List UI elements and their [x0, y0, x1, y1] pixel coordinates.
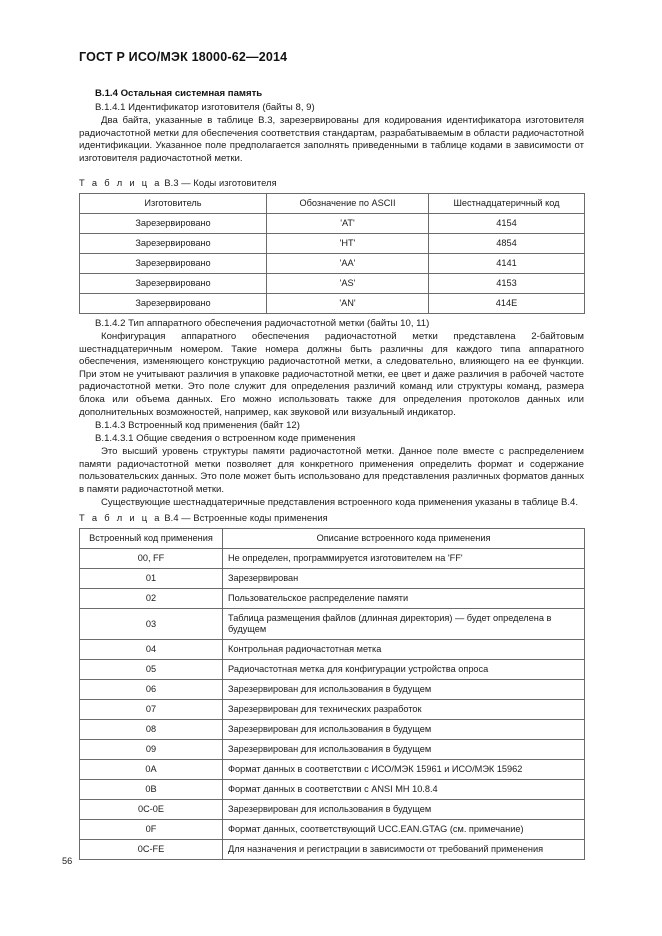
table-row	[80, 760, 585, 780]
table-b4-code-cell: 04	[80, 640, 223, 660]
table-b3	[79, 193, 585, 314]
table-b4-code-cell: 02	[80, 589, 223, 609]
table-b4-code-cell: 03	[80, 609, 223, 640]
table-b4-code-cell: 06	[80, 680, 223, 700]
table-b3-block	[79, 178, 584, 314]
table-header-row	[80, 529, 585, 549]
table-b4-code-cell: 0C-FE	[80, 840, 223, 860]
standard-header: ГОСТ Р ИСО/МЭК 18000-62—2014	[79, 50, 288, 64]
table-b4-block	[79, 513, 584, 860]
table-b3-header-cell: Обозначение по ASCII	[267, 194, 429, 214]
table-b3-cell: 'HT'	[267, 234, 429, 254]
heading-b1431: В.1.4.3.1 Общие сведения о встроенном коде применения	[95, 433, 356, 445]
section-b142-block	[79, 318, 584, 509]
table-b3-cell: 'AA'	[267, 254, 429, 274]
table-b4-code-cell: 05	[80, 660, 223, 680]
page-number: 56	[62, 856, 73, 866]
table-b4-desc-cell: Контрольная радиочастотная метка	[223, 640, 585, 660]
table-row	[80, 274, 585, 294]
paragraph-b1431: Это высший уровень структуры памяти радиочастотной метки. Данное поле вместе с распределением памяти радиочастотной метки позволяет для конкретного применения определить формат и содержание пользовательских данных. Это поле может быть использовано для представления различных форматов данных в памяти радиочастотной метки.	[79, 446, 584, 495]
table-row	[80, 780, 585, 800]
table-row	[80, 589, 585, 609]
table-b4-desc-cell: Пользовательское распределение памяти	[223, 589, 585, 609]
table-b3-cell: 'AN'	[267, 294, 429, 314]
table-b4-code-cell: 09	[80, 740, 223, 760]
table-b3-cell: 'AT'	[267, 214, 429, 234]
table-b4-desc-cell: Формат данных в соответствии с ANSI MH 10.8.4	[223, 780, 585, 800]
table-row	[80, 680, 585, 700]
table-row	[80, 254, 585, 274]
table-b4-desc-cell: Зарезервирован для использования в будущем	[223, 720, 585, 740]
paragraph-b142: Конфигурация аппаратного обеспечения радиочастотной метки представлена 2-байтовым шестнадцатеричным номером. Такие номера должны быть различны для каждого типа аппаратного обеспечения, изменяющего конструкцию радиочастотной метки, а следовательно, влияющего на ее функции. При этом не учитывают различия в упаковке радиочастотной метки, ее цвет и даже различия в рабочей частоте радиочастотной метки. Это поле служит для определения различий команд или структуры команд, размера блока или объема данных. Его можно использовать также для определения протоколов данных или дополнительных возможностей, например, как звуковой или визуальный индикатор.	[79, 331, 584, 418]
table-b4-desc-cell: Зарезервирован для использования в будущем	[223, 680, 585, 700]
table-b4-desc-cell: Формат данных, соответствующий UCC.EAN.GTAG (см. примечание)	[223, 820, 585, 840]
table-b3-caption-text: В.3 — Коды изготовителя	[164, 178, 277, 188]
table-b4-desc-cell: Для назначения и регистрации в зависимости от требований применения	[223, 840, 585, 860]
paragraph-b141: Два байта, указанные в таблице В.3, зарезервированы для кодирования идентификатора изготовителя радиочастотной метки для обеспечения соответствия стандартам, разрабатываемым в области радиочастотной идентификации. Указанное поле предполагается заполнять приведенными в таблице кодами в зависимости от изготовителя радиочастотной метки.	[79, 115, 584, 164]
table-b3-cell: 'AS'	[267, 274, 429, 294]
table-row	[80, 294, 585, 314]
table-b3-header-cell: Шестнадцатеричный код	[429, 194, 585, 214]
table-b4-desc-cell: Радиочастотная метка для конфигурации устройства опроса	[223, 660, 585, 680]
table-header-row	[80, 194, 585, 214]
table-b4-code-cell: 08	[80, 720, 223, 740]
table-b4-desc-cell: Зарезервирован для технических разработок	[223, 700, 585, 720]
table-b4-header-cell: Описание встроенного кода применения	[223, 529, 585, 549]
table-b3-cell: 4141	[429, 254, 585, 274]
table-b3-cell: Зарезервировано	[80, 254, 267, 274]
table-b4-desc-cell: Не определен, программируется изготовителем на 'FF'	[223, 549, 585, 569]
table-b4-caption	[79, 513, 584, 523]
table-b4-header-cell: Встроенный код применения	[80, 529, 223, 549]
table-b4-desc-cell: Зарезервирован	[223, 569, 585, 589]
table-b3-cell: 414E	[429, 294, 585, 314]
table-b3-cell: Зарезервировано	[80, 234, 267, 254]
table-row	[80, 549, 585, 569]
table-row	[80, 840, 585, 860]
table-row	[80, 720, 585, 740]
table-row	[80, 569, 585, 589]
table-b3-cell: 4153	[429, 274, 585, 294]
table-b3-cell: Зарезервировано	[80, 214, 267, 234]
table-b3-cell: Зарезервировано	[80, 274, 267, 294]
heading-b142: В.1.4.2 Тип аппаратного обеспечения радиочастотной метки (байты 10, 11)	[95, 318, 430, 329]
table-b3-cell: 4154	[429, 214, 585, 234]
table-b4-code-cell: 00, FF	[80, 549, 223, 569]
heading-b143: В.1.4.3 Встроенный код применения (байт 12)	[95, 420, 300, 432]
table-b4	[79, 528, 585, 860]
table-row	[80, 660, 585, 680]
table-b4-code-cell: 07	[80, 700, 223, 720]
table-b3-header-cell: Изготовитель	[80, 194, 267, 214]
table-row	[80, 740, 585, 760]
table-b4-code-cell: 0F	[80, 820, 223, 840]
table-row	[80, 800, 585, 820]
heading-b14: В.1.4 Остальная системная память	[95, 88, 263, 99]
table-b3-cell: Зарезервировано	[80, 294, 267, 314]
table-b3-caption-label: Т а б л и ц а	[79, 178, 162, 188]
table-row	[80, 700, 585, 720]
table-b3-caption	[79, 178, 584, 188]
table-b4-code-cell: 0B	[80, 780, 223, 800]
table-b4-caption-text: В.4 — Встроенные коды применения	[164, 513, 328, 523]
table-b4-code-cell: 0A	[80, 760, 223, 780]
table-b4-code-cell: 0C-0E	[80, 800, 223, 820]
section-b14-block	[79, 88, 584, 165]
table-b4-caption-label: Т а б л и ц а	[79, 513, 162, 523]
table-row	[80, 234, 585, 254]
table-row	[80, 214, 585, 234]
table-b4-desc-cell: Зарезервирован для использования в будущем	[223, 800, 585, 820]
table-row	[80, 820, 585, 840]
table-b4-code-cell: 01	[80, 569, 223, 589]
table-b4-desc-cell: Таблица размещения файлов (длинная директория) — будет определена в будущем	[223, 609, 585, 640]
table-b4-desc-cell: Формат данных в соответствии с ИСО/МЭК 15961 и ИСО/МЭК 15962	[223, 760, 585, 780]
table-b3-cell: 4854	[429, 234, 585, 254]
table-row	[80, 609, 585, 640]
table-b4-desc-cell: Зарезервирован для использования в будущем	[223, 740, 585, 760]
heading-b141: В.1.4.1 Идентификатор изготовителя (байты 8, 9)	[95, 102, 315, 113]
table-row	[80, 640, 585, 660]
paragraph-b1431-second: Существующие шестнадцатеричные представления встроенного кода применения указаны в таблице В.4.	[101, 496, 579, 508]
